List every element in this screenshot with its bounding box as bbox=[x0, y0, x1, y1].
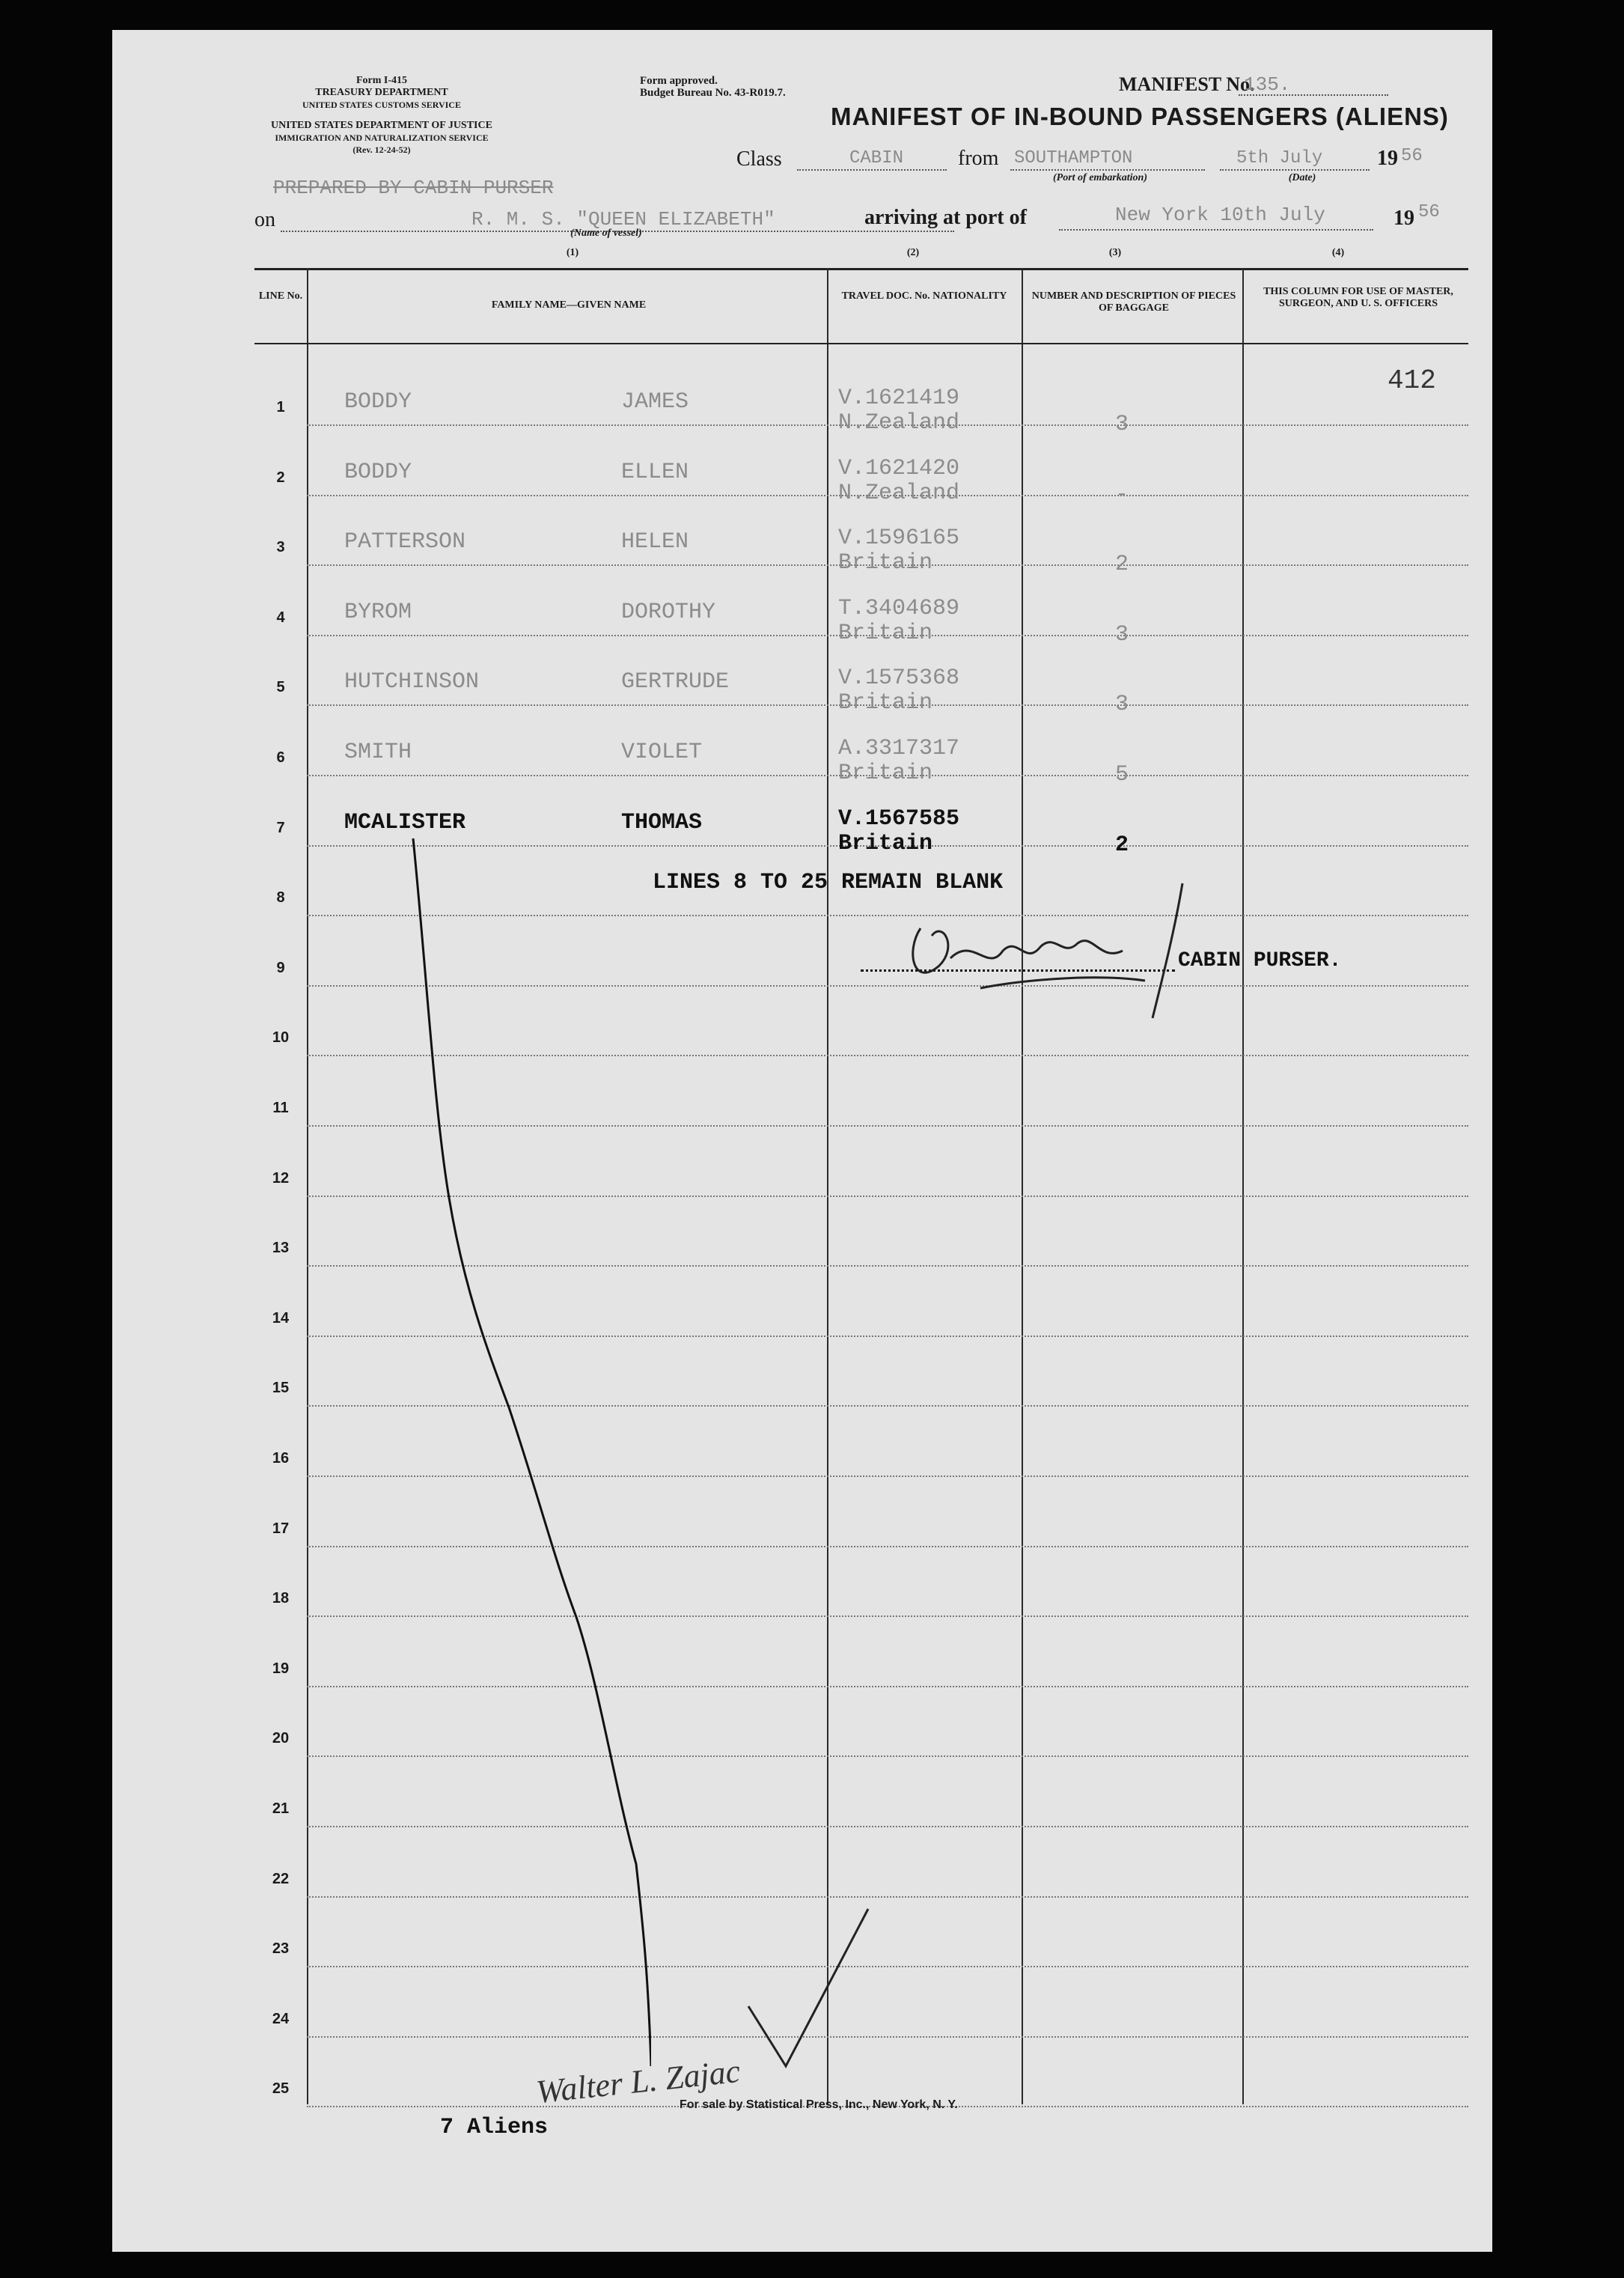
line-number: 17 bbox=[272, 1520, 290, 1537]
header-line-no: LINE No. bbox=[258, 290, 303, 302]
class-label: Class bbox=[736, 147, 782, 171]
header-baggage: NUMBER AND DESCRIPTION OF PIECES OF BAGGAGE bbox=[1031, 290, 1236, 314]
line-number: 13 bbox=[272, 1240, 290, 1257]
line-number: 11 bbox=[272, 1100, 289, 1116]
passenger-baggage: 2 bbox=[1115, 552, 1129, 578]
line-number: 19 bbox=[272, 1660, 290, 1677]
passenger-baggage: 3 bbox=[1115, 621, 1129, 648]
document-title: MANIFEST OF IN-BOUND PASSENGERS (ALIENS) bbox=[831, 103, 1449, 130]
passenger-given-name: THOMAS bbox=[621, 809, 703, 835]
manifest-page bbox=[112, 30, 1492, 2252]
from-underline bbox=[1010, 169, 1205, 171]
passenger-nationality: Britain bbox=[838, 830, 933, 856]
passenger-travel-doc: V.1567585 bbox=[838, 805, 960, 832]
line-number: 8 bbox=[276, 889, 285, 907]
passenger-family-name: BODDY bbox=[344, 389, 412, 415]
line-number: 21 bbox=[272, 1800, 290, 1817]
port-caption: (Port of embarkation) bbox=[1053, 172, 1147, 183]
line-number: 7 bbox=[276, 819, 285, 836]
passenger-family-name: BODDY bbox=[344, 459, 412, 485]
line-number: 1 bbox=[276, 399, 285, 415]
line-number: 9 bbox=[276, 959, 285, 976]
passenger-travel-doc: T.3404689 bbox=[838, 595, 960, 621]
passenger-nationality: Britain bbox=[838, 620, 933, 646]
sale-note: For sale by Statistical Press, Inc., New York, N. Y. bbox=[680, 2098, 958, 2111]
passenger-family-name: SMITH bbox=[344, 740, 412, 765]
passenger-nationality: Britain bbox=[838, 690, 933, 716]
cancel-stroke bbox=[412, 838, 651, 2066]
arrival-year-prefix: 19 bbox=[1393, 207, 1414, 230]
line-number: 15 bbox=[272, 1380, 290, 1397]
passenger-baggage: - bbox=[1115, 481, 1129, 508]
arriving-label: arriving at port of bbox=[864, 206, 1027, 229]
line-number: 18 bbox=[272, 1590, 290, 1607]
class-underline bbox=[797, 169, 947, 171]
year-prefix: 19 bbox=[1377, 147, 1398, 170]
date-caption: (Date) bbox=[1288, 172, 1316, 183]
header-bottom-rule bbox=[254, 343, 1468, 344]
prepared-by: PREPARED BY CABIN PURSER bbox=[273, 177, 554, 199]
line-number: 23 bbox=[272, 1940, 290, 1958]
table-top-rule bbox=[254, 268, 1468, 270]
passenger-baggage: 3 bbox=[1115, 692, 1129, 718]
total-aliens: 7 Aliens bbox=[440, 2115, 549, 2140]
col-num-4: (4) bbox=[1331, 247, 1345, 258]
passenger-given-name: VIOLET bbox=[621, 740, 703, 765]
line-number: 4 bbox=[276, 609, 285, 626]
passenger-nationality: Britain bbox=[838, 761, 933, 786]
on-label: on bbox=[254, 208, 275, 231]
line-number: 10 bbox=[272, 1029, 290, 1047]
blank-lines-note: LINES 8 TO 25 REMAIN BLANK bbox=[653, 870, 1004, 895]
col-rule bbox=[1022, 268, 1023, 2104]
officer-note: 412 bbox=[1388, 365, 1436, 396]
arrival-year: 56 bbox=[1418, 202, 1440, 222]
passenger-travel-doc: A.3317317 bbox=[838, 736, 960, 761]
inspector-signature: Walter L. Zajac bbox=[534, 2052, 742, 2111]
passenger-given-name: JAMES bbox=[621, 389, 689, 415]
ins-service: IMMIGRATION AND NATURALIZATION SERVICE bbox=[275, 133, 489, 143]
line-number: 6 bbox=[276, 749, 285, 766]
passenger-given-name: HELEN bbox=[621, 529, 689, 555]
form-number: Form I-415 bbox=[355, 75, 408, 86]
purser-label: CABIN PURSER. bbox=[1178, 949, 1342, 972]
manifest-number: 135. bbox=[1244, 73, 1291, 96]
header-travel: TRAVEL DOC. No. NATIONALITY bbox=[841, 290, 1007, 302]
from-label: from bbox=[958, 147, 999, 170]
customs-service: UNITED STATES CUSTOMS SERVICE bbox=[302, 100, 461, 110]
header-officers: THIS COLUMN FOR USE OF MASTER, SURGEON, AND U. S. OFFICERS bbox=[1263, 286, 1453, 309]
arrival-underline bbox=[1059, 229, 1373, 231]
line-number: 25 bbox=[272, 2080, 290, 2098]
passenger-travel-doc: V.1621420 bbox=[838, 455, 960, 481]
header-name: FAMILY NAME—GIVEN NAME bbox=[491, 299, 647, 311]
class-value: CABIN bbox=[849, 148, 904, 168]
passenger-family-name: BYROM bbox=[344, 599, 412, 625]
date-underline bbox=[1220, 169, 1370, 171]
revision: (Rev. 12-24-52) bbox=[352, 144, 411, 155]
passenger-travel-doc: V.1575368 bbox=[838, 666, 960, 692]
passenger-given-name: ELLEN bbox=[621, 459, 689, 485]
passenger-baggage: 5 bbox=[1115, 762, 1129, 788]
line-number: 12 bbox=[272, 1169, 290, 1187]
passenger-nationality: N.Zealand bbox=[838, 480, 960, 506]
justice-dept: UNITED STATES DEPARTMENT OF JUSTICE bbox=[271, 120, 492, 131]
check-mark-icon bbox=[741, 1901, 876, 2074]
passenger-nationality: Britain bbox=[838, 550, 933, 576]
approval-note: Form approved. bbox=[640, 75, 718, 87]
line-number: 5 bbox=[276, 679, 285, 696]
date-value: 5th July bbox=[1236, 148, 1323, 168]
passenger-baggage: 2 bbox=[1115, 832, 1129, 858]
col-rule bbox=[827, 268, 828, 2104]
passenger-given-name: DOROTHY bbox=[621, 599, 716, 625]
year-value: 56 bbox=[1401, 146, 1423, 166]
col-num-2: (2) bbox=[906, 247, 920, 258]
vessel-name: R. M. S. "QUEEN ELIZABETH" bbox=[471, 208, 775, 231]
purser-signature bbox=[898, 868, 1212, 1026]
line-number: 2 bbox=[276, 469, 285, 486]
line-number: 22 bbox=[272, 1870, 290, 1887]
passenger-travel-doc: V.1621419 bbox=[838, 386, 960, 411]
treasury-dept: TREASURY DEPARTMENT bbox=[315, 87, 448, 98]
passenger-family-name: MCALISTER bbox=[344, 809, 466, 835]
line-number: 16 bbox=[272, 1450, 290, 1467]
passenger-family-name: PATTERSON bbox=[344, 529, 466, 555]
arrival-value: New York 10th July bbox=[1115, 204, 1325, 226]
from-value: SOUTHAMPTON bbox=[1014, 148, 1133, 168]
col-rule bbox=[307, 268, 308, 2104]
col-num-3: (3) bbox=[1108, 247, 1122, 258]
passenger-family-name: HUTCHINSON bbox=[344, 669, 480, 695]
vessel-caption: (Name of vessel) bbox=[570, 228, 642, 239]
budget-note: Budget Bureau No. 43-R019.7. bbox=[640, 87, 786, 99]
passenger-nationality: N.Zealand bbox=[838, 410, 960, 436]
passenger-given-name: GERTRUDE bbox=[621, 669, 730, 695]
line-number: 20 bbox=[272, 1730, 290, 1747]
passenger-travel-doc: V.1596165 bbox=[838, 526, 960, 552]
passenger-baggage: 3 bbox=[1115, 412, 1129, 437]
line-number: 14 bbox=[272, 1309, 290, 1327]
col-num-1: (1) bbox=[566, 247, 579, 258]
manifest-number-underline bbox=[1239, 94, 1388, 96]
line-number: 3 bbox=[276, 539, 285, 556]
manifest-number-label: MANIFEST No. bbox=[1119, 73, 1255, 95]
col-rule bbox=[1242, 268, 1244, 2104]
line-number: 24 bbox=[272, 2010, 290, 2027]
